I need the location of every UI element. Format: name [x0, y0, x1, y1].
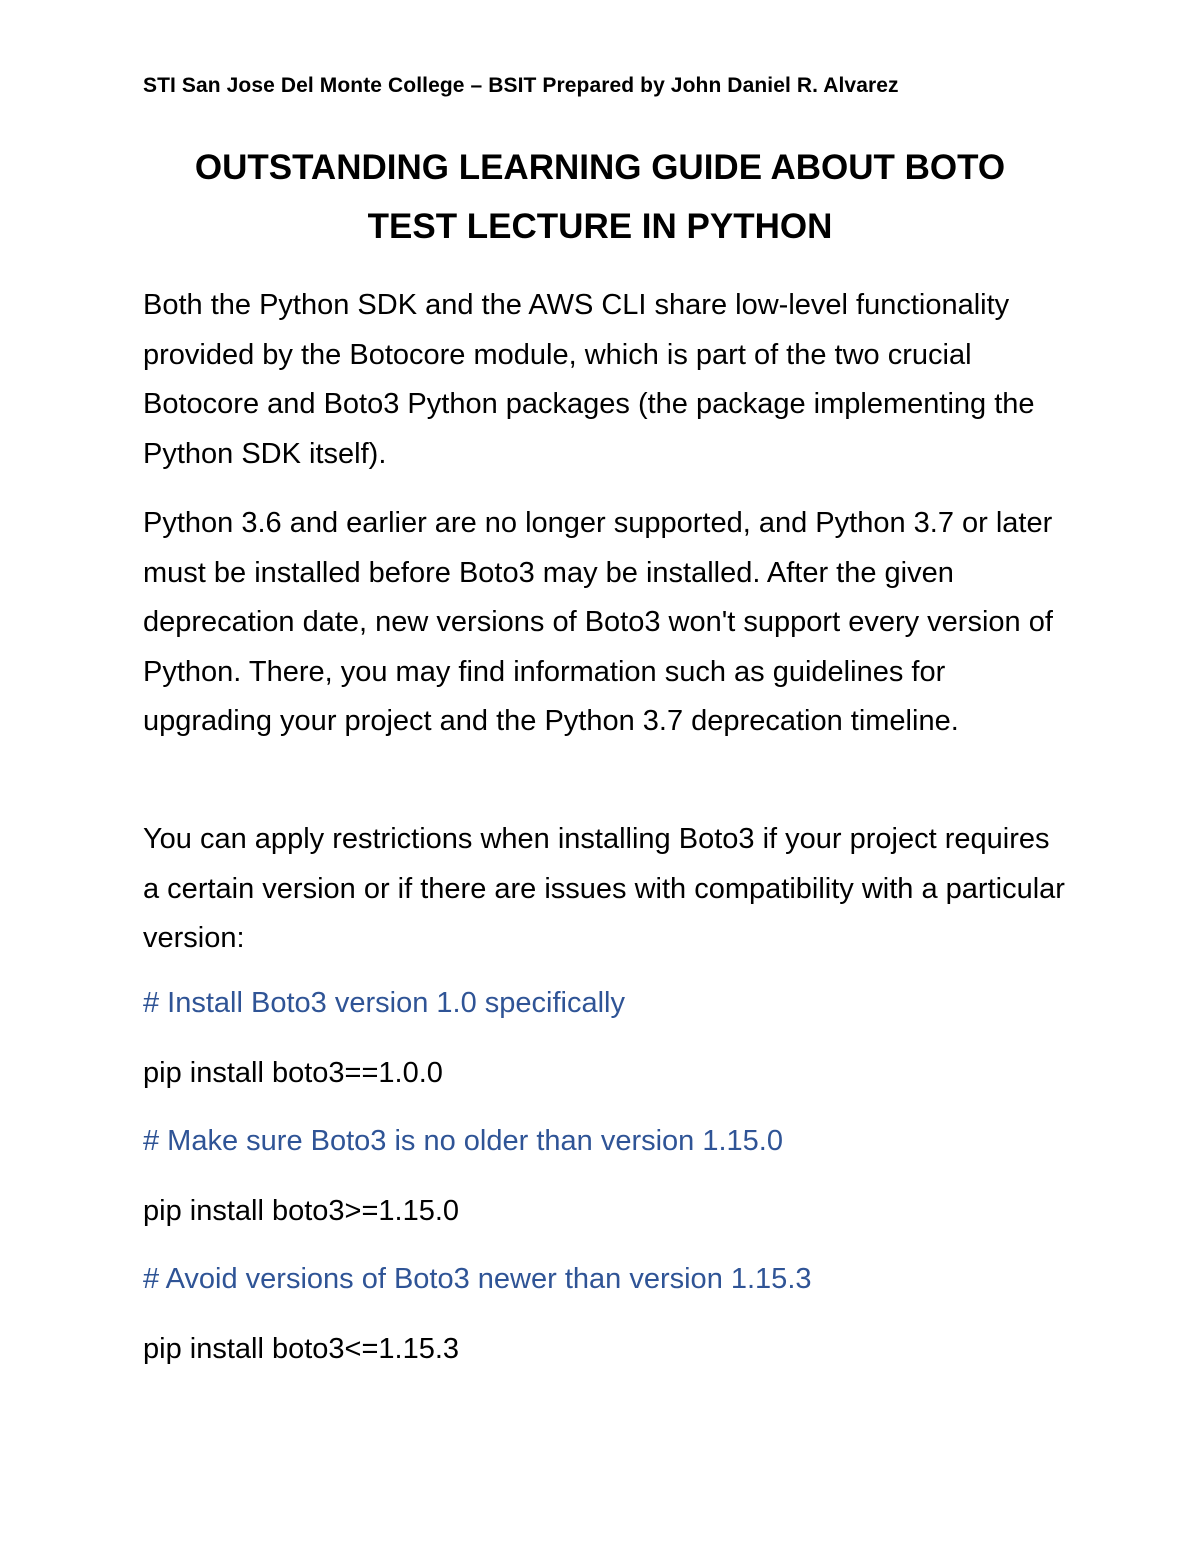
page-header: STI San Jose Del Monte College – BSIT Prepared by John Daniel R. Alvarez — [143, 74, 899, 97]
paragraph-botocore-intro: Both the Python SDK and the AWS CLI share low-level functionality provided by the Botocore module, which is part of the two crucial Botocore and Boto3 Python packages (the package implementing the Python SDK itself). — [143, 289, 1035, 470]
code-command-maximum-version: pip install boto3<=1.15.3 — [143, 1333, 460, 1365]
paragraph-python-versions: Python 3.6 and earlier are no longer supported, and Python 3.7 or later must be installed before Boto3 may be installed. After the given deprecation date, new versions of Boto3 won't support every version of Python. There, you may find information such as guidelines for upgrading your project and the Python 3.7 deprecation timeline. — [143, 507, 1053, 737]
code-comment-minimum-version: # Make sure Boto3 is no older than version 1.15.0 — [143, 1125, 783, 1157]
code-command-install-specific: pip install boto3==1.0.0 — [143, 1057, 443, 1089]
code-command-minimum-version: pip install boto3>=1.15.0 — [143, 1195, 460, 1227]
document-title-line-1: OUTSTANDING LEARNING GUIDE ABOUT BOTO — [194, 148, 1006, 187]
code-comment-maximum-version: # Avoid versions of Boto3 newer than version 1.15.3 — [143, 1263, 812, 1295]
document-title-line-2: TEST LECTURE IN PYTHON — [367, 207, 833, 246]
code-comment-install-specific: # Install Boto3 version 1.0 specifically — [143, 987, 625, 1019]
paragraph-install-restrictions: You can apply restrictions when installing Boto3 if your project requires a certain version or if there are issues with compatibility with a particular version: — [143, 823, 1065, 954]
